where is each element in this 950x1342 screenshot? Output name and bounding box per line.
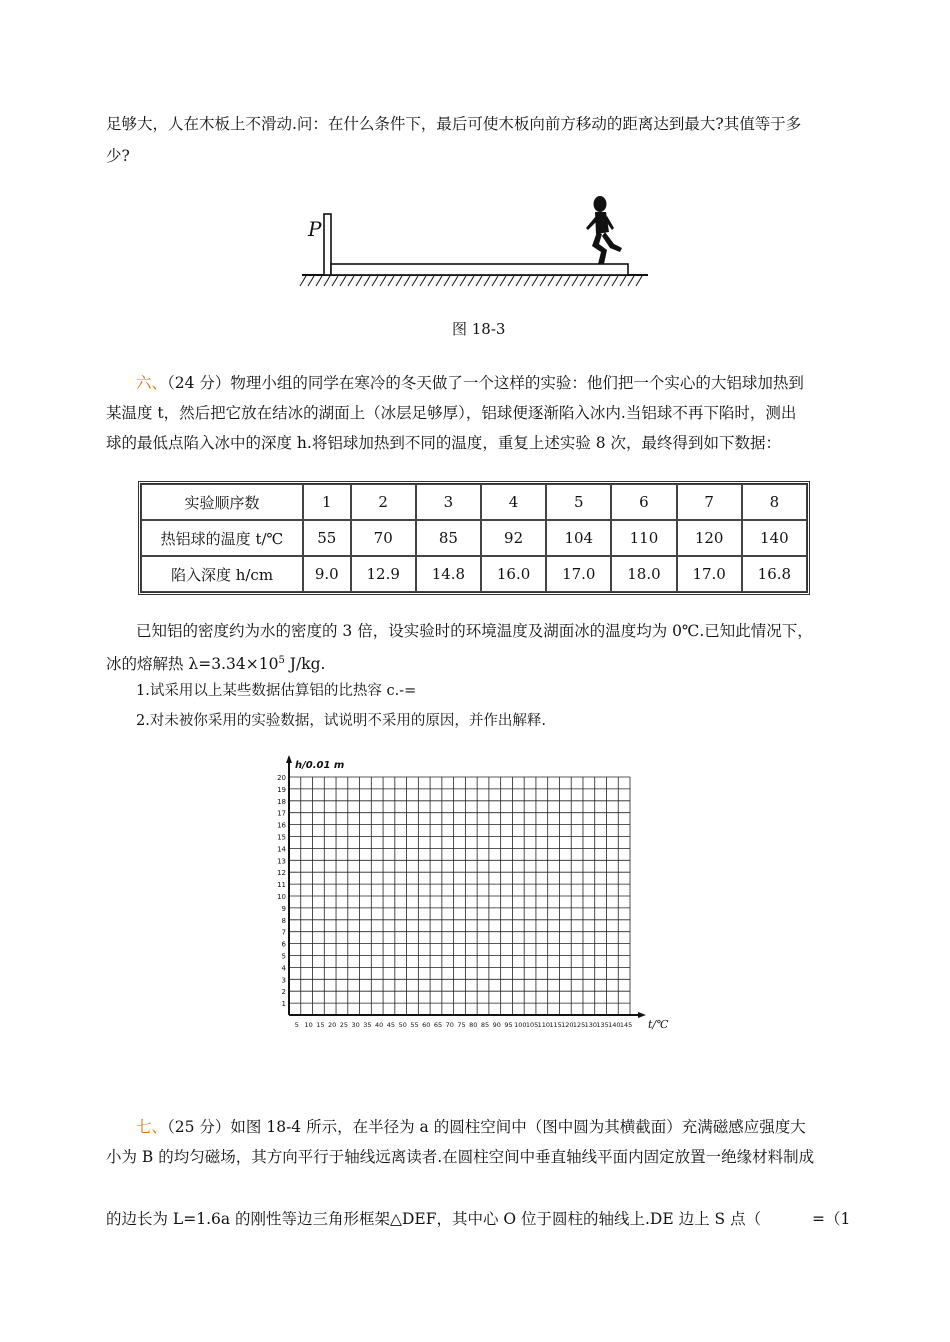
y-axis-label: h/0.01 m [295, 760, 345, 771]
x-tick-label: 70 [445, 1021, 454, 1029]
q7-line-2: 小为 B 的均匀磁场，其方向平行于轴线远离读者.在圆柱空间中垂直轴线平面内固定放置一绝缘材料制成 [106, 1148, 815, 1166]
y-tick-label: 18 [277, 797, 286, 806]
after-table-line-2 [106, 651, 325, 674]
x-tick-label: 45 [386, 1021, 396, 1029]
q6-number: 六、 [136, 374, 168, 392]
q6-line-1-text: （24 分）物理小组的同学在寒冷的冬天做了一个这样的实验：他们把一个实心的大铝球加热到 [167, 374, 804, 392]
x-tick-label: 25 [339, 1021, 349, 1029]
x-tick-label: 85 [480, 1021, 490, 1029]
table-cell: 2 [351, 484, 416, 520]
x-tick-label: 145 [619, 1021, 633, 1029]
y-tick-label: 4 [281, 964, 286, 973]
p-label: P [308, 217, 322, 241]
y-ticks [277, 774, 286, 1008]
figure-caption: 图 18-3 [452, 320, 506, 338]
ground-hatch [300, 276, 642, 286]
x-tick-label: 115 [549, 1021, 562, 1029]
y-tick-label: 6 [281, 940, 286, 949]
exponent: 5 [278, 655, 285, 666]
item-1: 1.试采用以上某些数据估算铝的比热容 c.-= [136, 683, 417, 699]
y-tick-label: 9 [281, 904, 286, 913]
x-tick-label: 110 [537, 1021, 551, 1029]
x-tick-label: 35 [363, 1021, 372, 1029]
x-tick-label: 90 [492, 1021, 501, 1029]
table-cell: 3 [416, 484, 481, 520]
q7-line-3: 的边长为 L=1.6a 的刚性等边三角形框架△DEF，其中心 O 位于圆柱的轴线上.DE 边上 S 点（ [106, 1210, 762, 1228]
q7-line-3-end: =（1 [812, 1210, 851, 1228]
x-tick-label: 50 [398, 1021, 407, 1029]
x-tick-label: 15 [316, 1021, 325, 1029]
y-tick-label: 3 [281, 976, 286, 985]
table-cell: 6 [611, 484, 676, 520]
x-axis-label: t/℃ [648, 1018, 669, 1031]
y-tick-label: 14 [277, 845, 286, 854]
table-cell: 140 [742, 520, 807, 556]
q6-line-2: 某温度 t，然后把它放在结冰的湖面上（冰层足够厚），铝球便逐渐陷入冰内.当铝球不再下陷时，测出 [106, 404, 797, 422]
table-cell: 92 [481, 520, 546, 556]
x-ticks [295, 1021, 633, 1029]
table-cell: 9.0 [303, 556, 351, 592]
x-tick-label: 130 [584, 1021, 598, 1029]
table-cell: 70 [351, 520, 416, 556]
board [331, 264, 628, 275]
x-tick-label: 20 [328, 1021, 337, 1029]
table-cell: 18.0 [611, 556, 676, 592]
x-tick-label: 65 [433, 1021, 443, 1029]
figure-18-3 [296, 188, 656, 293]
y-tick-label: 10 [277, 893, 286, 901]
table-cell: 7 [677, 484, 742, 520]
table-cell: 16.8 [742, 556, 807, 592]
y-tick-label: 16 [277, 821, 286, 830]
y-tick-label: 5 [281, 952, 286, 961]
y-tick-label: 8 [281, 916, 286, 925]
x-tick-label: 125 [572, 1021, 586, 1029]
x-tick-label: 5 [294, 1021, 299, 1029]
table-cell: 104 [546, 520, 611, 556]
y-tick-label: 1 [281, 1000, 286, 1009]
axes [286, 755, 646, 1018]
x-tick-label: 95 [504, 1021, 513, 1029]
y-tick-label: 7 [281, 928, 286, 937]
intro-line-2: 少? [106, 147, 130, 165]
table-cell: 陷入深度 h/cm [141, 556, 303, 592]
table-cell: 55 [303, 520, 351, 556]
table-cell: 120 [677, 520, 742, 556]
y-tick-label: 2 [281, 988, 286, 997]
table-cell: 8 [742, 484, 807, 520]
q7-line-1 [136, 1117, 806, 1137]
y-tick-label: 11 [277, 881, 286, 890]
x-tick-label: 30 [351, 1021, 360, 1029]
y-tick-label: 15 [277, 833, 286, 842]
x-tick-label: 75 [457, 1021, 466, 1029]
q6-line-1 [136, 373, 804, 393]
latent-heat-text: 冰的熔解热 λ=3.34×10 [106, 655, 279, 674]
y-tick-label: 19 [277, 785, 286, 794]
intro-line-1: 足够大，人在木板上不滑动.问：在什么条件下，最后可使木板向前方移动的距离达到最大?其值等于多 [106, 115, 802, 133]
x-tick-label: 120 [561, 1021, 574, 1029]
y-tick-label: 17 [277, 809, 286, 818]
table-cell: 17.0 [546, 556, 611, 592]
latent-heat-unit: J/kg. [284, 655, 326, 674]
table-row [141, 556, 807, 592]
table-cell: 热铝球的温度 t/℃ [141, 520, 303, 556]
q7-number: 七、 [136, 1118, 168, 1136]
table-cell: 110 [611, 520, 676, 556]
table-cell: 16.0 [481, 556, 546, 592]
table-cell: 4 [481, 484, 546, 520]
x-tick-label: 60 [422, 1021, 431, 1029]
table-row [141, 484, 807, 520]
wall [324, 214, 331, 275]
table-cell: 1 [303, 484, 351, 520]
y-tick-label: 20 [277, 774, 286, 782]
table-cell: 85 [416, 520, 481, 556]
x-tick-label: 40 [375, 1021, 384, 1029]
x-tick-label: 100 [514, 1021, 527, 1029]
x-tick-label: 140 [608, 1021, 621, 1029]
x-tick-label: 105 [525, 1021, 539, 1029]
x-arrow-icon [638, 1012, 646, 1018]
graph-paper [270, 755, 670, 1040]
x-tick-label: 80 [469, 1021, 478, 1029]
data-table [138, 481, 810, 595]
table-cell: 17.0 [677, 556, 742, 592]
table-cell: 12.9 [351, 556, 416, 592]
y-tick-label: 13 [277, 857, 286, 866]
x-tick-label: 55 [410, 1021, 419, 1029]
person-icon [586, 196, 622, 264]
y-tick-label: 12 [277, 869, 286, 878]
x-tick-label: 135 [596, 1021, 609, 1029]
after-table-line-1: 已知铝的密度约为水的密度的 3 倍，设实验时的环境温度及湖面冰的温度均为 0℃.已知此情况下， [136, 622, 813, 640]
grid [289, 777, 630, 1015]
table-cell: 14.8 [416, 556, 481, 592]
table-cell: 实验顺序数 [141, 484, 303, 520]
x-tick-label: 10 [304, 1021, 313, 1029]
q7-line-1-text: （25 分）如图 18-4 所示，在半径为 a 的圆柱空间中（图中圆为其横截面）充满磁感应强度大 [167, 1118, 806, 1136]
table-row [141, 520, 807, 556]
item-2: 2.对未被你采用的实验数据，试说明不采用的原因，并作出解释. [136, 713, 546, 729]
q6-line-3: 球的最低点陷入冰中的深度 h.将铝球加热到不同的温度，重复上述实验 8 次，最终得到如下数据： [106, 434, 782, 452]
y-arrow-icon [286, 755, 292, 763]
table-cell: 5 [546, 484, 611, 520]
